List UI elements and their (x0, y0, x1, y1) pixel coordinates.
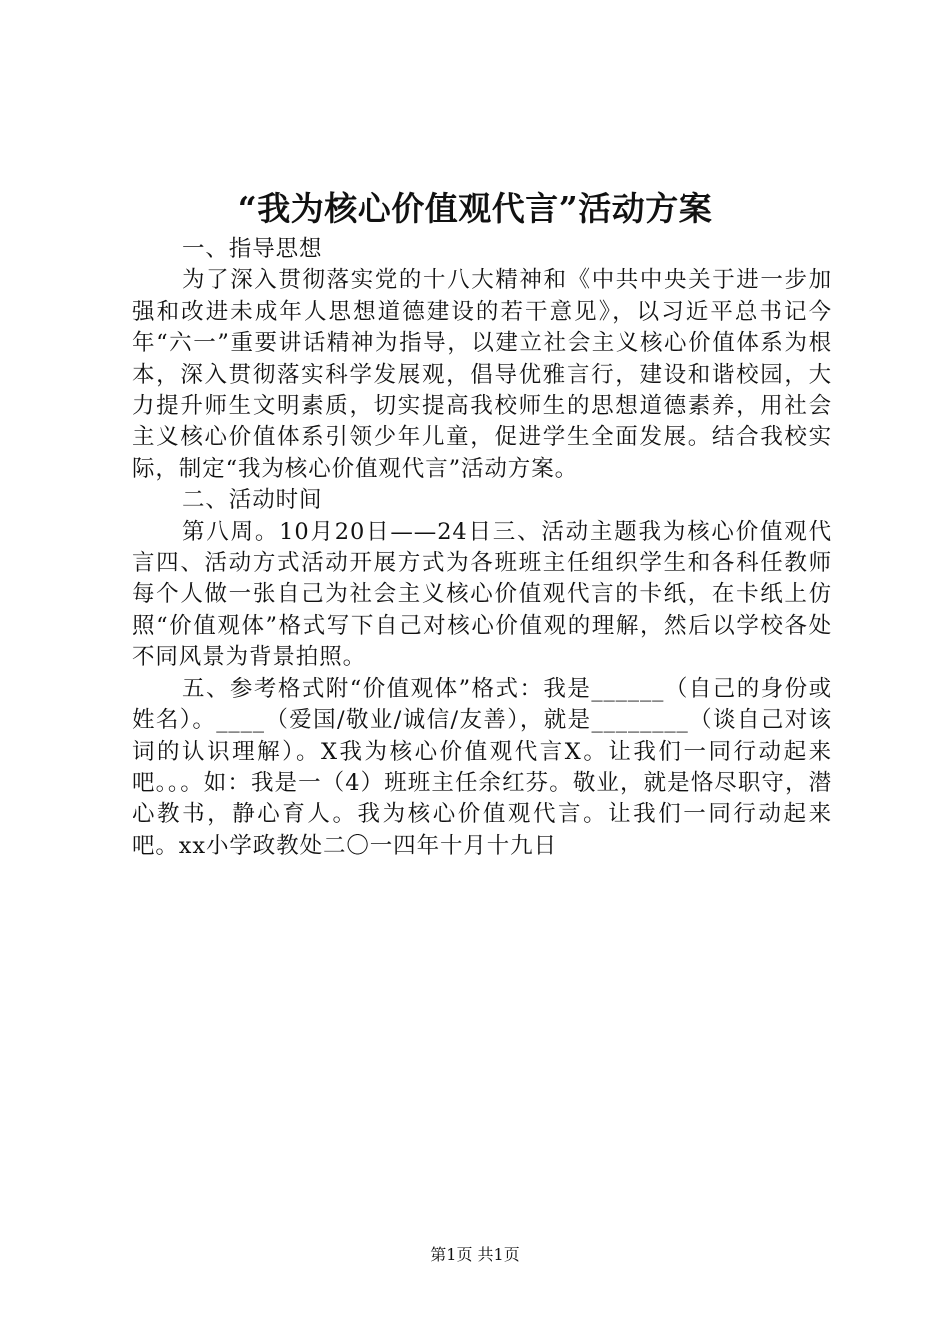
section-heading-activity-time: 二、活动时间 (182, 487, 323, 514)
document-title: “我为核心价值观代言”活动方案 (237, 189, 713, 228)
paragraph-guiding-thought: 为了深入贯彻落实党的十八大精神和《中共中央关于进一步加强和改进未成年人思想道德建设的若干意见》，以习近平总书记今年“六一”重要讲话精神为指导，以建立社会主义核心价值体系为根本，深入贯彻落实科学发展观，倡导优雅言行，建设和谐校园，大力提升师生文明素质，切实提高我校师生的思想道德素养，用社会主义核心价值体系引领少年儿童，促进学生全面发展。结合我校实际，制定“我为核心价值观代言”活动方案。 (132, 267, 832, 482)
paragraph-activity-details: 第八周。10月20日——24日三、活动主题我为核心价值观代言四、活动方式活动开展方式为各班班主任组织学生和各科任教师每个人做一张自己为社会主义核心价值观代言的卡纸，在卡纸上仿照“价值观体”格式写下自己对核心价值观的理解，然后以学校各处不同风景为背景拍照。 (132, 518, 832, 671)
section-heading-guiding-thought: 一、指导思想 (182, 236, 323, 262)
paragraph-reference-format: 五、参考格式附“价值观体”格式：我是______（自己的身份或姓名）。____（爱国/敬业/诚信/友善），就是________（谈自己对该词的认识理解）。X我为核心价值观代言X。让我们一同行动起来吧。。。如：我是一（4）班班主任余红芬。敬业，就是恪尽职守，潜心教书，静心育人。我为核心价值观代言。让我们一同行动起来吧。xx小学政教处二〇一四年十月十九日 (132, 675, 832, 859)
document-body (132, 234, 832, 862)
page-footer: 第1页 共1页 (430, 1245, 520, 1264)
